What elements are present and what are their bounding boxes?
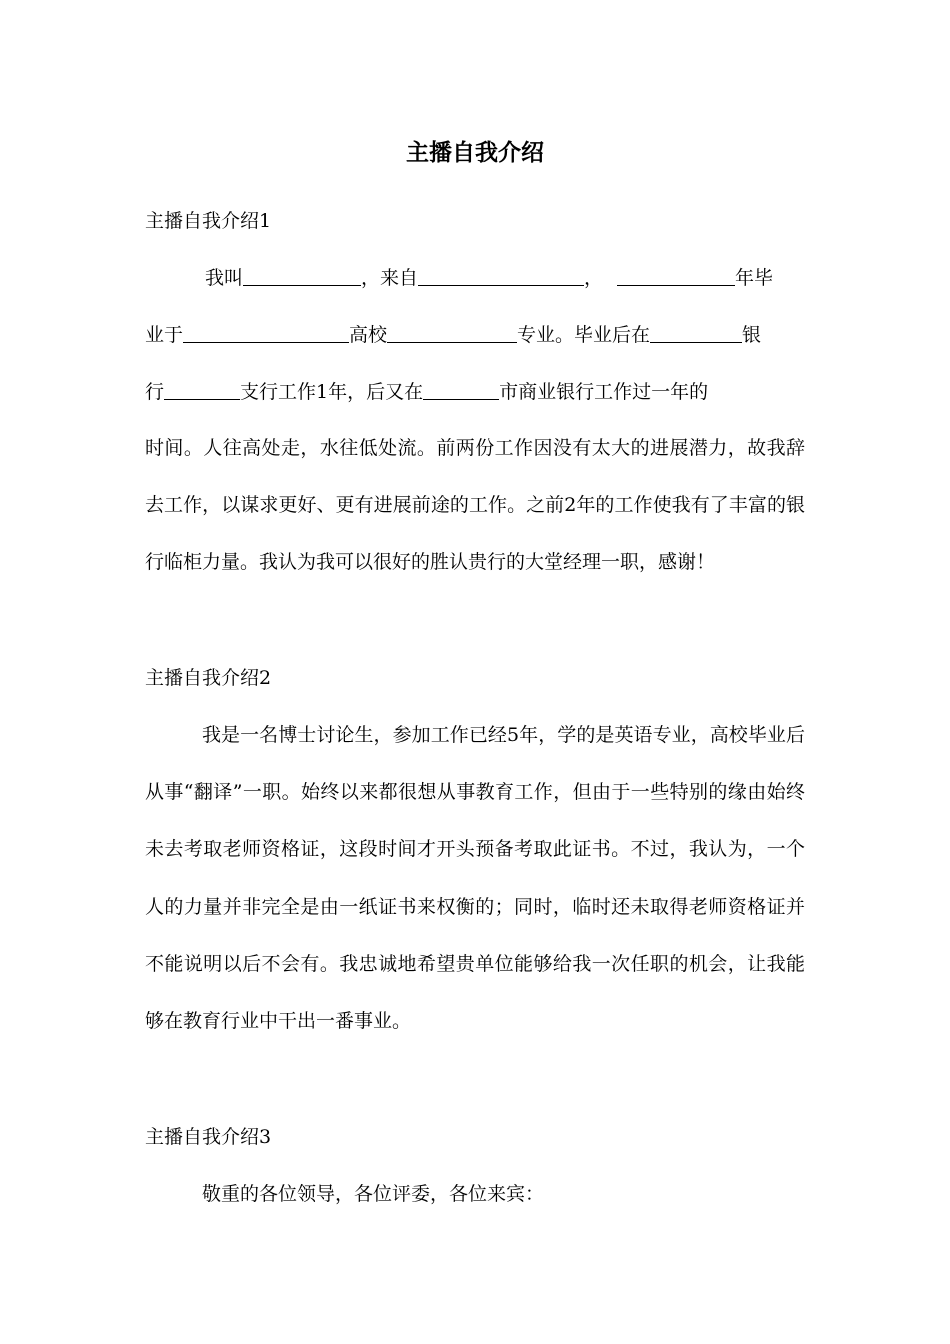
line-2-text-2: 高校 xyxy=(349,324,388,346)
major-blank xyxy=(387,324,517,343)
section-2-heading: 主播自我介绍2 xyxy=(145,667,272,689)
university-blank xyxy=(183,324,349,343)
line-3-text-3: 市商业银行工作过一年的 xyxy=(499,381,709,403)
name-blank xyxy=(243,267,361,286)
section-2-body: 我是一名博士讨论生，参加工作已经5年，学的是英语专业，高校毕业后从事“翻译”一职。始终以来都很想从事教育工作，但由于一些特别的缘由始终未去考取老师资格证，这段时间才开头预备考取此证书。不过，我认为，一个人的力量并非完全是由一纸证书来权衡的；同时，临时还未取得老师资格证并不能说明以后不会有。我忠诚地希望贵单位能够给我一次任职的机会，让我能够在教育行业中干出一番事业。 xyxy=(145,724,805,1033)
branch-blank xyxy=(164,381,240,400)
section-1-body: 时间。人往高处走，水往低处流。前两份工作因没有太大的进展潜力，故我辞去工作，以谋求更好、更有进展前途的工作。之前2年的工作使我有了丰富的银行临柜力量。我认为我可以很好的胜认贵行的大堂经理一职，感谢！ xyxy=(145,437,805,574)
section-1-line-1 xyxy=(145,263,805,293)
section-1-line-3 xyxy=(145,377,805,407)
section-1-line-2 xyxy=(145,320,805,350)
line-2-text-1: 业于 xyxy=(145,324,184,346)
line-1-text-2: ，来自 xyxy=(361,267,419,289)
section-1-heading: 主播自我介绍1 xyxy=(145,210,272,232)
city-blank xyxy=(423,381,499,400)
line-3-text-1: 行 xyxy=(145,381,165,403)
section-3-body: 敬重的各位领导，各位评委，各位来宾： xyxy=(202,1183,545,1205)
line-1-text-1: 我叫 xyxy=(205,267,244,289)
line-2-text-3: 专业。毕业后在 xyxy=(517,324,651,346)
year-blank xyxy=(617,267,735,286)
line-2-text-4: 银 xyxy=(742,324,762,346)
document-title: 主播自我介绍 xyxy=(406,139,544,166)
section-3-heading: 主播自我介绍3 xyxy=(145,1126,272,1148)
origin-blank xyxy=(418,267,584,286)
bank-blank xyxy=(650,324,742,343)
line-1-text-3: ， xyxy=(584,267,604,289)
line-1-text-4: 年毕 xyxy=(735,267,774,289)
line-3-text-2: 支行工作1年，后又在 xyxy=(240,381,424,403)
